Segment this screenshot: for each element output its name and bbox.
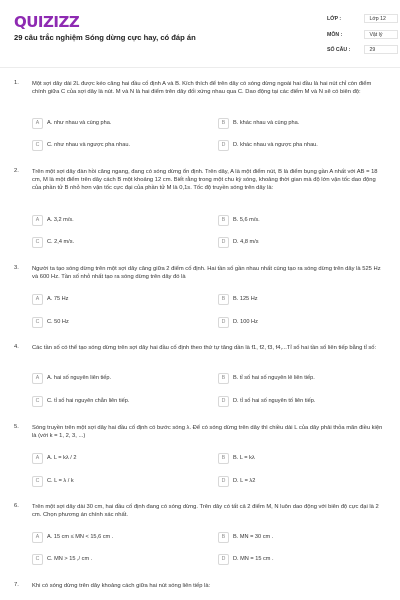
question-text: Trên một sợi dây dài 30 cm, hai đầu cố định đang có sóng dừng. Trên dây có tất cả 2 điểm M, N luôn dao động với biên độ cực đại là 2 cm. Chọn phương án chính xác nhất. bbox=[32, 504, 379, 519]
option-c[interactable] bbox=[32, 236, 202, 249]
option-letter-box: B bbox=[218, 453, 229, 464]
option-letter-box: C bbox=[32, 476, 43, 487]
option-text: A. 15 cm ≤ MN < 15,6 cm . bbox=[47, 534, 114, 540]
option-text: B. L = kλ bbox=[233, 455, 255, 461]
meta-subject bbox=[327, 30, 398, 39]
option-a[interactable] bbox=[32, 531, 202, 544]
option-c[interactable] bbox=[32, 316, 202, 329]
option-c[interactable] bbox=[32, 395, 202, 408]
meta-subject-value: Vật lý bbox=[364, 30, 398, 39]
quizizz-logo: QUIZIZZ bbox=[14, 13, 80, 31]
question-text: Sóng truyền trên một sợi dây hai đầu cố định có bước sóng λ. Để có sóng dừng trên dây thì chiều dài L của dây phải thỏa mãn điều kiện là (với k = 1, 2, 3, ...) bbox=[32, 425, 383, 440]
question-text: Khi có sóng dừng trên dây khoảng cách giữa hai nút sóng liên tiếp là: bbox=[32, 583, 211, 589]
question-number: 4. bbox=[14, 344, 19, 350]
option-text: C. như nhau và ngược pha nhau. bbox=[47, 142, 130, 148]
meta-grade bbox=[327, 14, 398, 23]
option-d[interactable] bbox=[218, 475, 388, 488]
option-letter-box: B bbox=[218, 215, 229, 226]
option-letter-box: B bbox=[218, 294, 229, 305]
option-d[interactable] bbox=[218, 395, 388, 408]
option-letter-box: D bbox=[218, 140, 229, 151]
option-a[interactable] bbox=[32, 452, 202, 465]
option-a[interactable] bbox=[32, 117, 202, 130]
option-text: D. MN = 15 cm . bbox=[233, 556, 274, 562]
option-text: D. 4,8 m/s bbox=[233, 239, 259, 245]
worksheet-header bbox=[0, 0, 400, 68]
option-d[interactable] bbox=[218, 316, 388, 329]
option-b[interactable] bbox=[218, 293, 388, 306]
option-text: B. MN = 30 cm . bbox=[233, 534, 274, 540]
question-text: Các tần số có thể tạo sóng dừng trên sợi dây hai đầu cố định theo thứ tự tăng dần là f1, f2, f3, f4,...Tỉ số hai tần số liên tiếp bằng tỉ số: bbox=[32, 345, 377, 351]
option-text: A. 3,2 m/s. bbox=[47, 217, 74, 223]
meta-grade-value: Lớp 12 bbox=[364, 14, 398, 23]
meta-question-count bbox=[327, 45, 398, 54]
question-number: 5. bbox=[14, 424, 19, 430]
option-text: A. L = kλ / 2 bbox=[47, 455, 77, 461]
option-d[interactable] bbox=[218, 553, 388, 566]
meta-subject-label: MÔN : bbox=[327, 31, 343, 38]
question-number: 6. bbox=[14, 503, 19, 509]
meta-count-label: SỐ CÂU : bbox=[327, 46, 351, 53]
question-text: Một sợi dây dài 2L được kéo căng hai đầu cố định A và B. Kích thích để trên dây có sóng dừng ngoài hai đầu là hai nút chỉ còn điểm chính giữa C của sợi dây là nút. M và N là hai điểm trên dây đối xứng nhau qua C. Dao động tại các điểm M và N sẽ có biên độ: bbox=[32, 81, 372, 96]
option-letter-box: A bbox=[32, 373, 43, 384]
meta-grade-label: LỚP : bbox=[327, 15, 342, 22]
option-letter-box: D bbox=[218, 317, 229, 328]
option-letter-box: B bbox=[218, 118, 229, 129]
question-text: Trên một sợi dây đàn hồi căng ngang, đang có sóng dừng ổn định. Trên dây, A là một điểm nút, B là điểm bụng gần A nhất với AB = 18 cm, M là một điểm trên dây cách B một khoảng 12 cm. Biết rằng trong một chu kỳ sóng, khoảng thời gian mà độ lớn vận tốc dao động của phần tử B nhỏ hơn vận tốc cực đại của phần tử M là 0,1s. Tốc độ truyền sóng trên dây là: bbox=[32, 169, 378, 192]
option-a[interactable] bbox=[32, 293, 202, 306]
option-text: B. 5,6 m/s. bbox=[233, 217, 260, 223]
option-letter-box: B bbox=[218, 373, 229, 384]
option-text: A. 75 Hz bbox=[47, 296, 69, 302]
option-c[interactable] bbox=[32, 475, 202, 488]
option-letter-box: D bbox=[218, 237, 229, 248]
option-d[interactable] bbox=[218, 139, 388, 152]
option-c[interactable] bbox=[32, 553, 202, 566]
option-letter-box: A bbox=[32, 294, 43, 305]
option-b[interactable] bbox=[218, 214, 388, 227]
question-number: 1. bbox=[14, 80, 19, 86]
option-letter-box: D bbox=[218, 554, 229, 565]
option-text: C. L = λ / k bbox=[47, 478, 74, 484]
option-d[interactable] bbox=[218, 236, 388, 249]
option-text: D. 100 Hz bbox=[233, 319, 258, 325]
question-number: 7. bbox=[14, 582, 19, 588]
option-text: C. 50 Hz bbox=[47, 319, 69, 325]
option-text: B. tỉ số hai số nguyên lẻ liên tiếp. bbox=[233, 375, 315, 381]
option-b[interactable] bbox=[218, 117, 388, 130]
option-text: D. L = λ2 bbox=[233, 478, 256, 484]
meta-count-value: 29 bbox=[364, 45, 398, 54]
question-number: 2. bbox=[14, 168, 19, 174]
option-text: A. như nhau và cùng pha. bbox=[47, 120, 112, 126]
option-letter-box: B bbox=[218, 532, 229, 543]
option-b[interactable] bbox=[218, 452, 388, 465]
option-text: C. 2,4 m/s. bbox=[47, 239, 75, 245]
option-letter-box: A bbox=[32, 453, 43, 464]
option-letter-box: C bbox=[32, 237, 43, 248]
option-text: D. tỉ số hai số nguyên tố liên tiếp. bbox=[233, 398, 316, 404]
option-text: B. khác nhau và cùng pha. bbox=[233, 120, 300, 126]
question-text: Người ta tạo sóng dừng trên một sợi dây căng giữa 2 điểm cố định. Hai tần số gần nhau nhất cùng tạo ra sóng dừng trên dây là 525 Hz và 600 Hz. Tần số nhỏ nhất tạo ra sóng dừng trên dây đó là bbox=[32, 266, 381, 281]
option-text: B. 125 Hz bbox=[233, 296, 258, 302]
option-text: D. khác nhau và ngược pha nhau. bbox=[233, 142, 318, 148]
worksheet-title: 29 câu trắc nghiệm Sóng dừng cực hay, có đáp án bbox=[14, 33, 196, 42]
option-b[interactable] bbox=[218, 531, 388, 544]
option-letter-box: C bbox=[32, 317, 43, 328]
question-number: 3. bbox=[14, 265, 19, 271]
option-letter-box: A bbox=[32, 118, 43, 129]
option-letter-box: C bbox=[32, 140, 43, 151]
option-text: C. tỉ số hai nguyên chẵn liên tiếp. bbox=[47, 398, 130, 404]
option-letter-box: C bbox=[32, 396, 43, 407]
option-b[interactable] bbox=[218, 372, 388, 385]
option-text: C. MN > 15 ,/ cm . bbox=[47, 556, 93, 562]
option-a[interactable] bbox=[32, 214, 202, 227]
option-letter-box: D bbox=[218, 476, 229, 487]
option-c[interactable] bbox=[32, 139, 202, 152]
option-text: A. hai số nguyên liên tiếp. bbox=[47, 375, 112, 381]
option-letter-box: D bbox=[218, 396, 229, 407]
option-letter-box: A bbox=[32, 532, 43, 543]
option-a[interactable] bbox=[32, 372, 202, 385]
header-divider bbox=[0, 67, 400, 68]
option-letter-box: C bbox=[32, 554, 43, 565]
option-letter-box: A bbox=[32, 215, 43, 226]
